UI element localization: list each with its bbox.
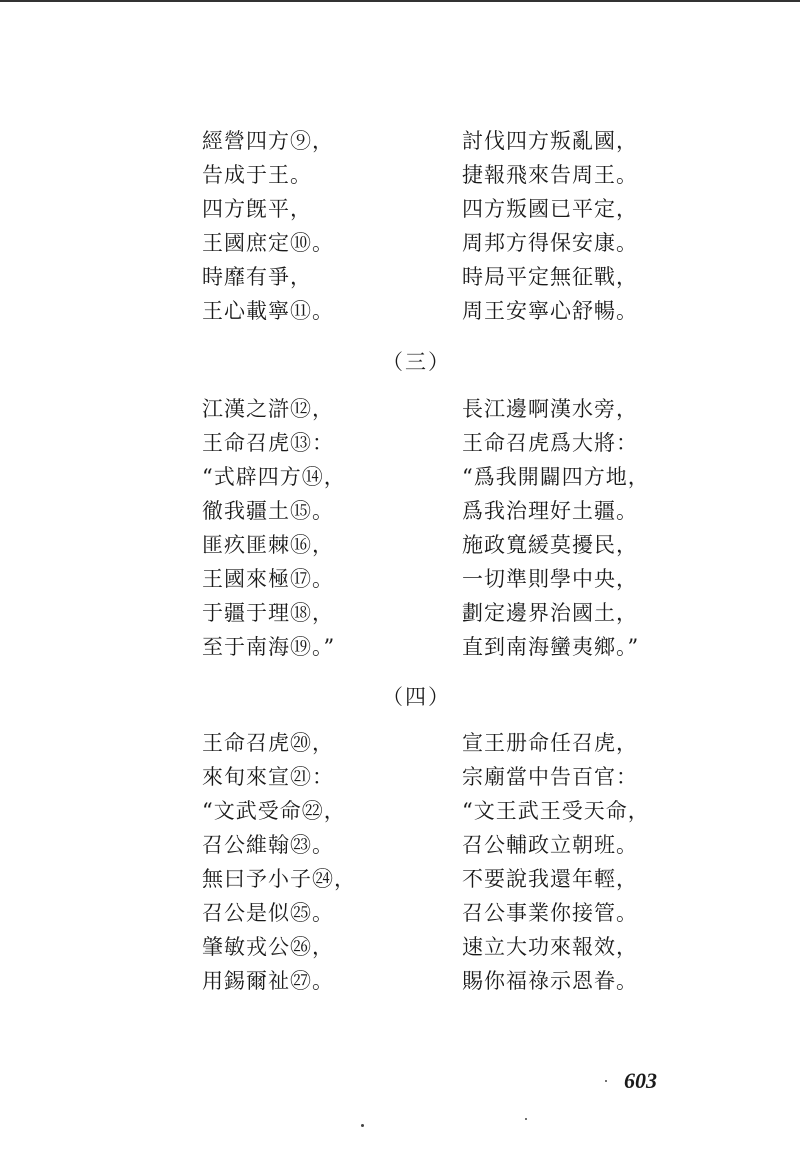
- translation-line: 直到南海蠻夷鄉。”: [462, 635, 640, 659]
- original-line: 肇敏戎公㉖，: [202, 935, 334, 959]
- original-line: 王國來極⑰。: [202, 567, 334, 591]
- translation-line: 施政寬緩莫擾民，: [462, 533, 638, 557]
- translation-line: 賜你福祿示恩眷。: [462, 969, 638, 993]
- translation-line: “文王武王受天命，: [462, 799, 650, 823]
- translation-line: “爲我開闢四方地，: [462, 465, 650, 489]
- original-line: 江漢之滸⑫，: [202, 397, 334, 421]
- original-line: 王命召虎⑳，: [202, 731, 334, 755]
- original-line: 召公是似㉕。: [202, 901, 334, 925]
- translation-line: 宗廟當中告百官：: [462, 765, 638, 789]
- section-heading-4: （四）: [382, 685, 451, 709]
- original-line: 經營四方⑨，: [202, 129, 334, 153]
- original-line: 王國庶定⑩。: [202, 231, 334, 255]
- translation-line: 一切準則學中央，: [462, 567, 638, 591]
- translation-line: 劃定邊界治國土，: [462, 601, 638, 625]
- original-line: 四方旣平，: [202, 197, 312, 221]
- scan-speck: [605, 1080, 607, 1082]
- translation-line: 召公輔政立朝班。: [462, 833, 638, 857]
- original-line: “文武受命㉒，: [202, 799, 346, 823]
- original-line: 來旬來宣㉑：: [202, 765, 334, 789]
- original-line: 無曰予小子㉔，: [202, 867, 356, 891]
- original-line: 告成于王。: [202, 163, 312, 187]
- original-line: 時靡有爭，: [202, 265, 312, 289]
- page-number: 603: [624, 1068, 657, 1093]
- translation-line: 周王安寧心舒暢。: [462, 299, 638, 323]
- original-line: 王心載寧⑪。: [202, 299, 334, 323]
- translation-line: 四方叛國已平定，: [462, 197, 638, 221]
- original-line: 用錫爾祉㉗。: [202, 969, 334, 993]
- original-line: 匪疚匪棘⑯，: [202, 533, 334, 557]
- translation-line: 不要說我還年輕，: [462, 867, 638, 891]
- translation-line: 討伐四方叛亂國，: [462, 129, 638, 153]
- top-border: [0, 0, 800, 2]
- scan-speck: [525, 1118, 527, 1120]
- translation-line: 速立大功來報效，: [462, 935, 638, 959]
- translation-line: 爲我治理好土疆。: [462, 499, 638, 523]
- original-line: 王命召虎⑬：: [202, 431, 334, 455]
- original-line: 于疆于理⑱，: [202, 601, 334, 625]
- original-line: 召公維翰㉓。: [202, 833, 334, 857]
- original-line: “式辟四方⑭，: [202, 465, 346, 489]
- translation-line: 宣王册命任召虎，: [462, 731, 638, 755]
- translation-line: 王命召虎爲大將：: [462, 431, 638, 455]
- translation-line: 捷報飛來告周王。: [462, 163, 638, 187]
- translation-line: 時局平定無征戰，: [462, 265, 638, 289]
- original-line: 至于南海⑲。”: [202, 635, 336, 659]
- original-line: 徹我疆土⑮。: [202, 499, 334, 523]
- scan-speck: [361, 1124, 364, 1127]
- translation-line: 周邦方得保安康。: [462, 231, 638, 255]
- translation-line: 長江邊啊漢水旁，: [462, 397, 638, 421]
- section-heading-3: （三）: [382, 350, 451, 374]
- translation-line: 召公事業你接管。: [462, 901, 638, 925]
